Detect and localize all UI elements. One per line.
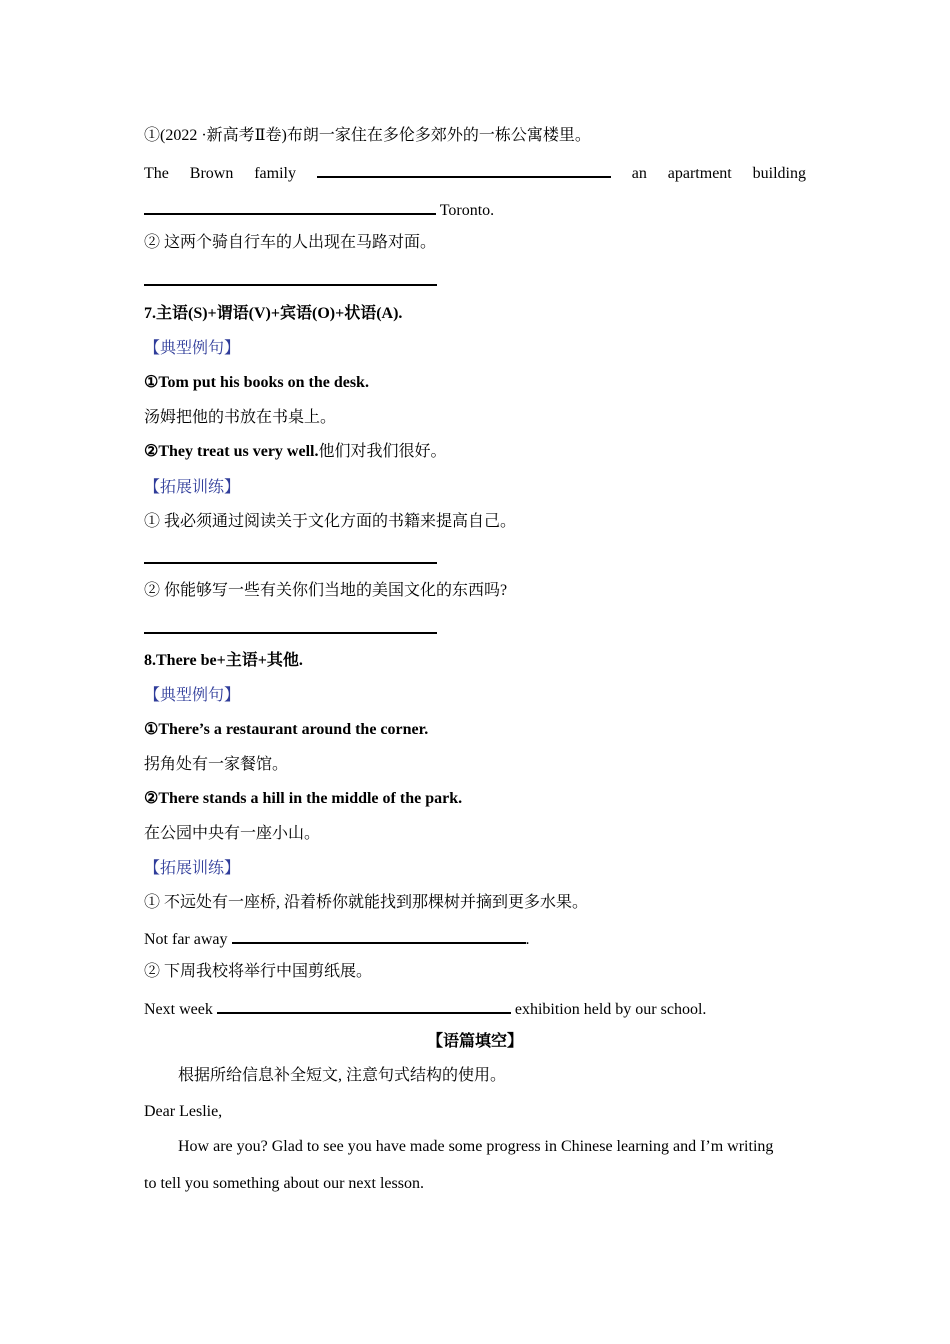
example-sentence: ②There stands a hill in the middle of the park. <box>144 790 463 807</box>
letter-paragraph-line1: How are you? Glad to see you have made some progress in Chinese learning and I’m writing <box>178 1138 774 1155</box>
sentence-end: . <box>525 931 530 948</box>
example-translation: 他们对我们很好。 <box>318 443 447 460</box>
item1-sentence-line1 <box>144 160 806 184</box>
example-tag: 【典型例句】 <box>144 340 241 357</box>
item1-prompt: ①(2022 ·新高考Ⅱ卷)布朗一家住在多伦多郊外的一栋公寓楼里。 <box>144 127 591 144</box>
practice-answer-line <box>144 996 806 1020</box>
practice-tag: 【拓展训练】 <box>144 479 241 496</box>
answer-blank[interactable] <box>144 284 437 286</box>
sentence-start: Not far away <box>144 931 228 948</box>
cloze-instruction: 根据所给信息补全短文, 注意句式结构的使用。 <box>178 1067 507 1084</box>
letter-paragraph-line2: to tell you something about our next lesson. <box>144 1175 424 1192</box>
letter-greeting: Dear Leslie, <box>144 1103 223 1120</box>
example-sentence: ①There’s a restaurant around the corner. <box>144 721 429 738</box>
word-brown: Brown <box>189 165 234 182</box>
answer-blank[interactable] <box>144 562 437 564</box>
word-the: The <box>144 165 169 182</box>
section7-heading: 7.主语(S)+谓语(V)+宾语(O)+状语(A). <box>144 305 403 322</box>
answer-blank[interactable] <box>232 926 526 944</box>
practice-prompt: ① 不远处有一座桥, 沿着桥你就能找到那棵树并摘到更多水果。 <box>144 894 589 911</box>
example-tag: 【典型例句】 <box>144 687 241 704</box>
sentence-end: exhibition held by our school. <box>514 1001 707 1018</box>
example-sentence-en: ②They treat us very well. <box>144 443 319 460</box>
practice-prompt: ② 你能够写一些有关你们当地的美国文化的东西吗? <box>144 582 508 599</box>
word-family: family <box>254 165 296 182</box>
practice-prompt: ① 我必须通过阅读关于文化方面的书籍来提高自己。 <box>144 513 517 530</box>
example-translation: 拐角处有一家餐馆。 <box>144 756 289 773</box>
word-apartment: apartment <box>667 165 732 182</box>
item1-sentence-line2 <box>144 197 806 221</box>
item1-end: Toronto. <box>439 202 495 219</box>
example-translation: 汤姆把他的书放在书桌上。 <box>144 409 337 426</box>
word-an: an <box>631 165 647 182</box>
answer-blank[interactable] <box>144 632 437 634</box>
practice-answer-line <box>144 926 806 950</box>
example-translation: 在公园中央有一座小山。 <box>144 825 321 842</box>
item2-prompt: ② 这两个骑自行车的人出现在马路对面。 <box>144 234 437 251</box>
example-sentence: ①Tom put his books on the desk. <box>144 374 369 391</box>
answer-blank[interactable] <box>144 197 436 215</box>
section8-heading: 8.There be+主语+其他. <box>144 652 303 669</box>
answer-blank[interactable] <box>217 996 511 1014</box>
example-sentence-2 <box>144 440 806 464</box>
practice-prompt: ② 下周我校将举行中国剪纸展。 <box>144 963 373 980</box>
word-building: building <box>752 165 806 182</box>
sentence-start: Next week <box>144 1001 213 1018</box>
answer-blank[interactable] <box>317 160 611 178</box>
cloze-title: 【语篇填空】 <box>426 1033 523 1050</box>
practice-tag: 【拓展训练】 <box>144 860 241 877</box>
